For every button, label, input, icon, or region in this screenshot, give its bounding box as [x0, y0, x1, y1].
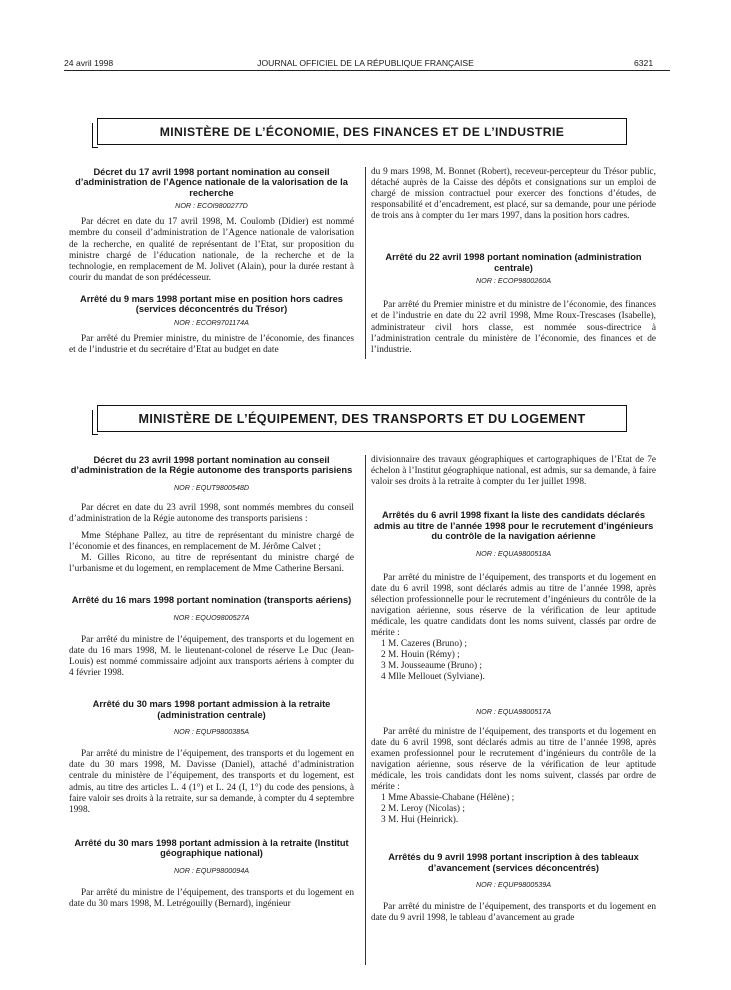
column-separator — [365, 167, 366, 359]
decree-title: Décret du 23 avril 1998 portant nomination au conseil d’administration de la Régie autonome des transports parisiens — [70, 455, 353, 476]
nor-reference: NOR : EQUT9800548D — [173, 482, 250, 492]
decree-text: Par arrêté du ministre de l’équipement, des transports et du logement en date du 30 mars 1998, M. Davisse (Daniel), attaché d’administration centrale du ministère de l’équipement, des transports et du logement, est admis, au titre des articles L. 4 (1°) et L. 24 (I, 1°) du code des pensions, à faire valoir ses droits à la retraite, sur sa demande, à compter du 4 septembre 1998. — [69, 749, 354, 815]
section2-right-column — [371, 455, 656, 925]
decree-title: Arrêtés du 9 avril 1998 portant inscription à des tableaux d’avancement (services déconcentrés) — [388, 852, 639, 873]
decree-title: Décret du 17 avril 1998 portant nomination au conseil d’administration de l’Agence nationale de la valorisation de la recherche — [75, 167, 348, 198]
nor-reference: NOR : EQUA9800517A — [475, 706, 552, 716]
decree-text: Par arrêté du ministre de l’équipement, des transports et du logement en date du 16 mars 1998, M. le lieutenant-colonel de réserve Le Duc (Jean-Louis) est nommé commissaire adjoint aux transports aériens à compter du 4 février 1998. — [69, 634, 354, 679]
nor-reference: NOR : EQUP9800094A — [173, 865, 250, 875]
decree-text: divisionnaire des travaux géographiques et cartographiques de l’Etat de 7e échelon à l’Institut géographique national, est admis, sur sa demande, à faire valoir ses droits à la retraite à compter du 1er juillet 1998. — [371, 455, 656, 488]
nor-reference: NOR : EQUO9800527A — [173, 612, 250, 622]
nor-reference: NOR : EQUP9800539A — [475, 880, 552, 890]
page-number: 6321 — [634, 58, 654, 68]
decree-text: Par arrêté du Premier ministre, du ministre de l’économie, des finances et de l’industrie et du secrétaire d’Etat au budget en date — [69, 333, 354, 355]
list-item: 1 Mme Abassie-Chabane (Hélène) ; — [381, 793, 515, 804]
nor-reference: NOR : ECOR9701174A — [174, 317, 249, 327]
ministry-heading-equipment: MINISTÈRE DE L’ÉQUIPEMENT, DES TRANSPORTS ET DU LOGEMENT — [97, 405, 627, 432]
list-item: 2 M. Leroy (Nicolas) ; — [381, 804, 465, 815]
decree-text: Par arrêté du ministre de l’équipement, des transports et du logement en date du 30 mars 1998, M. Letrégouilly (Bernard), ingénieur — [69, 887, 354, 909]
list-item: 3 M. Jousseaume (Bruno) ; — [381, 661, 482, 672]
decree-text: Par décret en date du 23 avril 1998, sont nommés membres du conseil d’administration de la Régie autonome des transports parisiens : — [69, 502, 354, 524]
decree-text: Par arrêté du ministre de l’équipement, des transports et du logement en date du 6 avril 1998, sont déclarés admis au titre de l’année 1998, après sélection professionnelle pour le recrutement d’ingénieurs du contrôle de la navigation aérienne, sous réserve de la vérification de leur aptitude médicale, les quatre candidats dont les noms suivent, classés par ordre de mérite : — [371, 572, 656, 639]
column-separator — [365, 455, 366, 965]
decree-title: Arrêté du 30 mars 1998 portant admission à la retraite (administration centrale) — [92, 699, 331, 720]
section1-right-column — [371, 167, 656, 356]
issue-date: 24 avril 1998 — [64, 58, 114, 68]
section2-left-column — [69, 455, 354, 910]
journal-title: JOURNAL OFFICIEL DE LA RÉPUBLIQUE FRANÇAISE — [257, 58, 474, 68]
decree-title: Arrêté du 16 mars 1998 portant nomination (transports aériens) — [71, 595, 352, 606]
list-item: 4 Mlle Mellouet (Sylviane). — [381, 672, 485, 683]
decree-text: Par arrêté du ministre de l’équipement, des transports et du logement en date du 6 avril 1998, sont déclarés admis au titre de l’année 1998, après examen professionnel pour le recrutement d’ingénieurs du contrôle de la navigation aérienne, sous réserve de la vérification de leur aptitude médicale, les trois candidats dont les noms suivent, classés par ordre de mérite : — [371, 726, 656, 793]
decree-text: Mme Stéphane Pallez, au titre de représentant du ministre chargé de l’économie et des finances, en remplacement de M. Jérôme Calvet ; — [69, 531, 354, 553]
list-item: 1 M. Cazeres (Bruno) ; — [381, 639, 467, 650]
nor-reference: NOR : EQUP9800385A — [173, 727, 250, 737]
decree-title: Arrêtés du 6 avril 1998 fixant la liste des candidats déclarés admis au titre de l’année 1998 pour le recrutement d’ingénieurs du contrôle de la navigation aérienne — [373, 510, 654, 542]
nor-reference: NOR : EQUA9800518A — [475, 548, 552, 558]
decree-title: Arrêté du 30 mars 1998 portant admission à la retraite (Institut géographique national) — [74, 837, 349, 859]
ministry-heading-economy: MINISTÈRE DE L’ÉCONOMIE, DES FINANCES ET DE L’INDUSTRIE — [97, 118, 627, 145]
section1-left-column — [69, 167, 354, 356]
list-item: 2 M. Houin (Rémy) ; — [381, 650, 460, 661]
list-item: 3 M. Hui (Heinrick). — [381, 815, 459, 826]
decree-title: Arrêté du 22 avril 1998 portant nomination (administration centrale) — [385, 252, 642, 273]
decree-text: du 9 mars 1998, M. Bonnet (Robert), receveur-percepteur du Trésor public, détaché auprès de la Caisse des dépôts et consignations sur un emploi de chargé de mission contractuel pour exercer des fonctions d’études, de responsabilité et d’encadrement, est placé, sur sa demande, pour une période de trois ans à compter du 1er mars 1997, dans la position hors cadres. — [371, 167, 656, 222]
decree-text: Par arrêté du Premier ministre et du ministre de l’économie, des finances et de l’industrie en date du 22 avril 1998, Mme Roux-Trescases (Isabelle), administrateur civil hors classe, est nommée sous-directrice à l’administration centrale du ministère de l’économie, des finances et de l’industrie. — [371, 300, 656, 355]
decree-text: M. Gilles Ricono, au titre de représentant du ministre chargé de l’urbanisme et du logement, en remplacement de Mme Catherine Bersani. — [69, 553, 354, 575]
decree-title: Arrêté du 9 mars 1998 portant mise en position hors cadres (services déconcentrés du Trésor) — [80, 293, 343, 315]
decree-text: Par décret en date du 17 avril 1998, M. Coulomb (Didier) est nommé membre du conseil d’administration de l’Agence nationale de valorisation de la recherche, en qualité de représentant de l’Etat, sur proposition du ministre chargé de l’éducation nationale, de la recherche et de la technologie, en remplacement de M. Jolivet (Alain), pour la durée restant à courir du mandat de son prédécesseur. — [69, 217, 354, 283]
nor-reference: NOR : ECOP9800260A — [475, 276, 552, 286]
nor-reference: NOR : ECOI9800277D — [175, 201, 248, 211]
header-rule — [64, 70, 670, 71]
decree-text: Par arrêté du ministre de l’équipement, des transports et du logement en date du 9 avril 1998, le tableau d’avancement au grade — [371, 902, 656, 924]
